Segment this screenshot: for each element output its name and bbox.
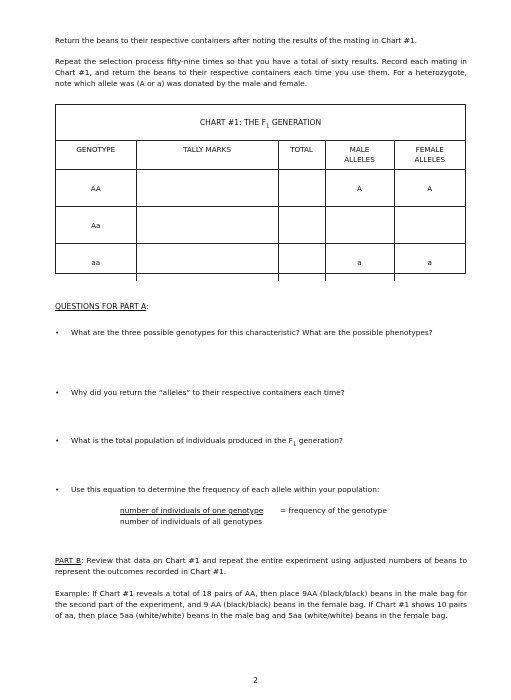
question-allele-frequency: Use this equation to determine the frequency of each allele within your population: bbox=[71, 485, 380, 494]
genotype-cell: Aa bbox=[56, 207, 136, 244]
chart-title-prefix: CHART #1: THE F bbox=[199, 118, 266, 127]
header-male-alleles bbox=[325, 141, 394, 170]
equation-result: = frequency of the genotype bbox=[280, 506, 387, 515]
header-tally-marks: TALLY MARKS bbox=[136, 141, 278, 170]
bullet-icon: • bbox=[55, 436, 60, 445]
q3-subscript: 1 bbox=[292, 441, 297, 448]
chart-1-f1-generation bbox=[55, 104, 466, 274]
table-row bbox=[56, 170, 465, 207]
question-genotypes-phenotypes: What are the three possible genotypes for this characteristic? What are the possible phenotypes? bbox=[71, 328, 433, 337]
table-row bbox=[56, 207, 465, 244]
questions-heading-text: QUESTIONS FOR PART A bbox=[55, 302, 147, 311]
genotype-cell: AA bbox=[56, 170, 136, 207]
instruction-return-beans: Return the beans to their respective containers after noting the results of the mating in Chart #1. bbox=[55, 36, 418, 45]
total-cell bbox=[278, 170, 325, 207]
chart-title bbox=[56, 105, 465, 141]
male-allele-cell: A bbox=[325, 170, 394, 207]
female-allele-cell: A bbox=[394, 170, 465, 207]
genotype-table bbox=[56, 141, 465, 281]
question-return-alleles: Why did you return the “alleles” to their respective containers each time? bbox=[71, 388, 345, 397]
total-cell bbox=[278, 244, 325, 282]
male-allele-cell bbox=[325, 207, 394, 244]
table-row bbox=[56, 244, 465, 282]
frequency-equation bbox=[120, 505, 387, 527]
tally-cell bbox=[136, 170, 278, 207]
genotype-cell: aa bbox=[56, 244, 136, 282]
tally-cell bbox=[136, 207, 278, 244]
question-total-population bbox=[71, 435, 467, 450]
header-male-line2: ALLELES bbox=[344, 155, 375, 164]
equation-numerator: number of individuals of one genotype bbox=[120, 506, 264, 515]
table-header-row bbox=[56, 141, 465, 170]
header-female-line1: FEMALE bbox=[415, 145, 444, 154]
chart-title-suffix: GENERATION bbox=[269, 118, 322, 127]
tally-cell bbox=[136, 244, 278, 282]
bullet-icon: • bbox=[55, 485, 60, 494]
header-female-line2: ALLELES bbox=[414, 155, 446, 164]
q3-prefix: What is the total population of individuals produced in the F bbox=[71, 436, 293, 445]
female-allele-cell: a bbox=[394, 244, 465, 282]
part-b-label: PART B bbox=[55, 556, 82, 565]
chart-title-subscript: 1 bbox=[265, 123, 270, 130]
page-number: 2 bbox=[253, 676, 258, 685]
equation-denominator: number of individuals of all genotypes bbox=[120, 517, 262, 526]
questions-heading bbox=[55, 302, 149, 311]
bullet-icon: • bbox=[55, 388, 60, 397]
instruction-repeat-selection: Repeat the selection process fifty-nine times so that you have a total of sixty results. Record each mating in Chart #1, and return the beans to their respective containers each time you use them. For a heterozygote, note which allele was (A or a) was donated by the male and female. bbox=[55, 57, 467, 88]
header-genotype: GENOTYPE bbox=[56, 141, 136, 170]
total-cell bbox=[278, 207, 325, 244]
part-b-paragraph bbox=[55, 555, 467, 577]
header-female-alleles bbox=[394, 141, 465, 170]
questions-heading-colon: : bbox=[146, 302, 149, 311]
header-total: TOTAL bbox=[278, 141, 325, 170]
example-paragraph: Example: If Chart #1 reveals a total of 18 pairs of AA, then place 9AA (black/black) beans in the male bag for the second part of the experiment, and 9 AA (black/black) beans in the female bag. If Chart #1 shows 10 pairs of aa, then place 5aa (white/white) beans in the male bag and 5aa (white/white) beans in the female bag. bbox=[55, 589, 467, 620]
male-allele-cell: a bbox=[325, 244, 394, 282]
q3-suffix: generation? bbox=[296, 436, 343, 445]
female-allele-cell bbox=[394, 207, 465, 244]
bullet-icon: • bbox=[55, 328, 60, 337]
header-male-line1: MALE bbox=[349, 145, 370, 154]
part-b-text: : Review that data on Chart #1 and repeat the entire experiment using adjusted numbers of beans to represent the outcomes recorded in Chart #1. bbox=[55, 556, 467, 576]
